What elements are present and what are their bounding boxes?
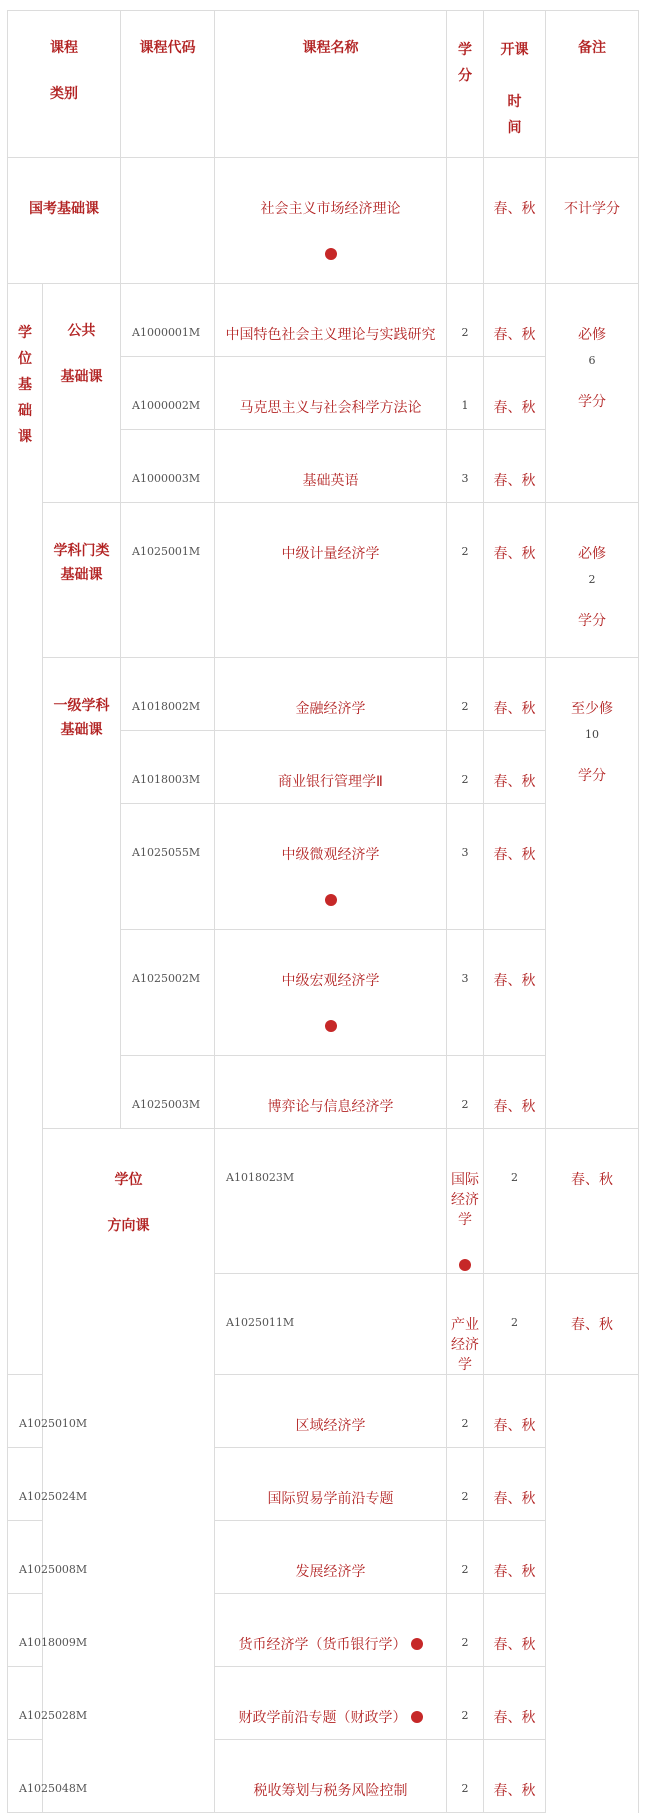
national-category: 国考基础课 — [8, 158, 121, 284]
course-term: 春、秋 — [484, 357, 546, 430]
course-code: A1025001M — [121, 503, 215, 658]
note-line2: 学分 — [578, 768, 606, 784]
degree-basic-char: 础 — [18, 403, 32, 419]
course-term: 春、秋 — [546, 1274, 639, 1375]
header-term-line2: 时 — [507, 94, 522, 110]
course-term: 春、秋 — [484, 658, 546, 731]
course-name-cell — [447, 1129, 484, 1274]
header-category — [8, 11, 121, 158]
note-line2: 学分 — [578, 394, 606, 410]
table-row — [8, 1129, 639, 1274]
course-name-cell — [215, 1594, 447, 1667]
header-note: 备注 — [546, 11, 639, 158]
public-basic-label-line2: 基础课 — [60, 369, 103, 385]
red-dot-icon — [411, 1711, 423, 1723]
course-term: 春、秋 — [484, 731, 546, 804]
course-name: 中国特色社会主义理论与实践研究 — [215, 284, 447, 357]
header-term-line3: 间 — [507, 120, 522, 136]
course-code: A1025055M — [121, 804, 215, 930]
discipline-basic-note — [546, 503, 639, 658]
note-line1: 必修 — [578, 327, 606, 343]
course-name: 货币经济学（货币银行学） — [238, 1637, 407, 1653]
course-credit: 2 — [447, 1521, 484, 1594]
first-level-basic-note — [546, 658, 639, 1129]
public-basic-note — [546, 284, 639, 503]
course-credit: 3 — [447, 804, 484, 930]
course-credit: 2 — [447, 731, 484, 804]
course-code: A1025008M — [8, 1521, 43, 1594]
course-name: 产业经济学 — [447, 1274, 484, 1375]
course-name: 基础英语 — [215, 430, 447, 503]
course-credit: 1 — [447, 357, 484, 430]
course-name-cell — [215, 1667, 447, 1740]
course-credit: 2 — [447, 284, 484, 357]
course-credit: 2 — [447, 1375, 484, 1448]
degree-basic-char: 学 — [18, 325, 32, 341]
course-name: 国际贸易学前沿专题 — [215, 1448, 447, 1521]
course-credit: 2 — [447, 658, 484, 731]
course-credit: 3 — [447, 430, 484, 503]
course-term: 春、秋 — [484, 1056, 546, 1129]
course-code: A1018003M — [121, 731, 215, 804]
header-term — [484, 11, 546, 158]
public-basic-label-line1: 公共 — [67, 323, 96, 339]
course-code: A1025048M — [8, 1740, 43, 1813]
national-note: 不计学分 — [546, 158, 639, 284]
course-code: A1018009M — [8, 1594, 43, 1667]
course-credit: 2 — [447, 1056, 484, 1129]
course-credit: 2 — [484, 1274, 546, 1375]
degree-basic-char: 基 — [18, 377, 32, 393]
table-row — [8, 658, 639, 731]
degree-basic-char: 位 — [18, 351, 32, 367]
course-code: A1025028M — [8, 1667, 43, 1740]
course-code: A1000002M — [121, 357, 215, 430]
course-name: 财政学前沿专题（财政学） — [238, 1710, 407, 1726]
national-term: 春、秋 — [484, 158, 546, 284]
header-term-line1: 开课 — [500, 42, 529, 58]
course-name: 金融经济学 — [215, 658, 447, 731]
course-name: 发展经济学 — [215, 1521, 447, 1594]
course-term: 春、秋 — [484, 503, 546, 658]
note-number: 10 — [585, 728, 599, 741]
course-term: 春、秋 — [484, 1448, 546, 1521]
course-credit: 2 — [447, 503, 484, 658]
course-name: 国际经济学 — [451, 1172, 479, 1228]
course-code: A1000001M — [121, 284, 215, 357]
note-number: 2 — [588, 573, 596, 586]
course-credit: 2 — [447, 1448, 484, 1521]
table-row — [8, 158, 639, 284]
red-dot-icon — [459, 1259, 471, 1271]
note-line2: 学分 — [578, 613, 606, 629]
header-code: 课程代码 — [121, 11, 215, 158]
course-term: 春、秋 — [484, 1375, 546, 1448]
course-credit: 2 — [447, 1667, 484, 1740]
course-code: A1025024M — [8, 1448, 43, 1521]
public-basic-label — [43, 284, 121, 503]
discipline-label-line2: 基础课 — [60, 567, 103, 583]
header-credit-line1: 学 — [458, 42, 472, 58]
course-name: 税收筹划与税务风险控制 — [215, 1740, 447, 1813]
header-row — [8, 11, 639, 158]
course-term: 春、秋 — [484, 804, 546, 930]
course-name: 中级宏观经济学 — [281, 973, 380, 989]
course-code: A1025003M — [121, 1056, 215, 1129]
curriculum-table — [7, 10, 639, 1813]
note-number: 6 — [588, 354, 596, 367]
red-dot-icon — [325, 248, 337, 260]
header-credit-line2: 分 — [458, 68, 472, 84]
course-name: 中级计量经济学 — [215, 503, 447, 658]
course-term: 春、秋 — [484, 1594, 546, 1667]
course-code: A1025010M — [8, 1375, 43, 1448]
national-course-name: 社会主义市场经济理论 — [260, 201, 401, 217]
course-term: 春、秋 — [484, 1667, 546, 1740]
national-code — [121, 158, 215, 284]
note-line1: 必修 — [578, 546, 606, 562]
course-name-cell — [215, 804, 447, 930]
course-name: 中级微观经济学 — [281, 847, 380, 863]
course-credit: 2 — [447, 1594, 484, 1667]
course-credit: 3 — [447, 930, 484, 1056]
national-course-cell — [215, 158, 447, 284]
header-name: 课程名称 — [215, 11, 447, 158]
first-level-label-line1: 一级学科 — [53, 698, 110, 714]
header-category-line2: 类别 — [50, 86, 78, 102]
discipline-basic-label — [43, 503, 121, 658]
course-name: 商业银行管理学Ⅱ — [215, 731, 447, 804]
degree-basic-label — [8, 284, 43, 1375]
table-row — [8, 503, 639, 658]
course-credit: 2 — [484, 1129, 546, 1274]
course-term: 春、秋 — [484, 430, 546, 503]
header-credit — [447, 11, 484, 158]
red-dot-icon — [325, 1020, 337, 1032]
national-credit — [447, 158, 484, 284]
red-dot-icon — [411, 1638, 423, 1650]
course-term: 春、秋 — [484, 1521, 546, 1594]
course-name-cell — [215, 930, 447, 1056]
direction-label-line1: 学位 — [114, 1172, 143, 1188]
course-code: A1000003M — [121, 430, 215, 503]
course-code: A1018023M — [215, 1129, 447, 1274]
note-line1: 至少修 — [571, 701, 613, 717]
header-category-line1: 课程 — [50, 40, 78, 56]
course-term: 春、秋 — [484, 930, 546, 1056]
course-term: 春、秋 — [546, 1129, 639, 1274]
red-dot-icon — [325, 894, 337, 906]
first-level-basic-label — [43, 658, 121, 1129]
direction-label-line2: 方向课 — [107, 1218, 150, 1234]
table-row — [8, 284, 639, 357]
course-code: A1018002M — [121, 658, 215, 731]
discipline-label-line1: 学科门类 — [53, 543, 110, 559]
course-term: 春、秋 — [484, 1740, 546, 1813]
course-name: 区域经济学 — [215, 1375, 447, 1448]
first-level-label-line2: 基础课 — [60, 722, 103, 738]
course-code: A1025002M — [121, 930, 215, 1056]
degree-basic-char: 课 — [18, 429, 32, 445]
course-name: 博弈论与信息经济学 — [215, 1056, 447, 1129]
course-term: 春、秋 — [484, 284, 546, 357]
course-code: A1025011M — [215, 1274, 447, 1375]
course-credit: 2 — [447, 1740, 484, 1813]
course-name: 马克思主义与社会科学方法论 — [215, 357, 447, 430]
